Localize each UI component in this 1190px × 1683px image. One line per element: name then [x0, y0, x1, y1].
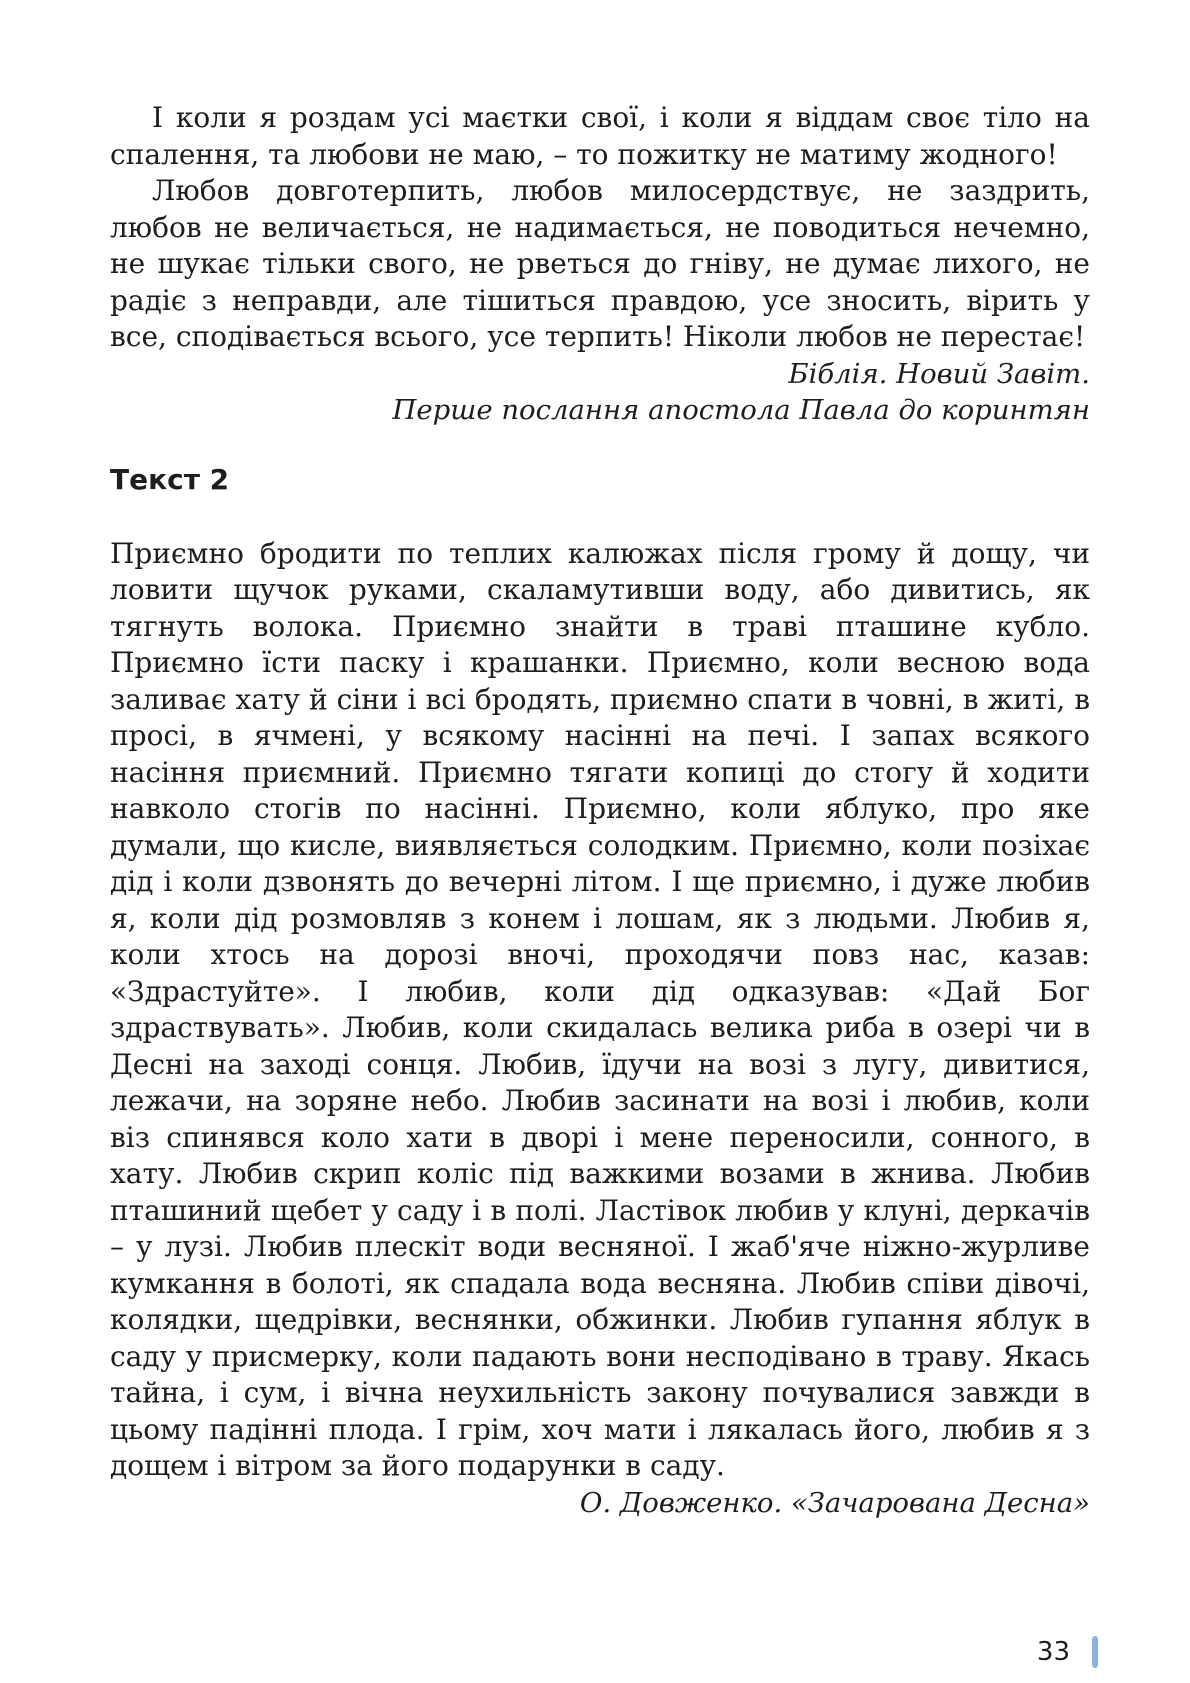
page-footer	[1037, 1636, 1098, 1668]
text1-paragraph-1: І коли я роздам усі маєтки свої, і коли я віддам своє тіло на спалення, та любови не маю, – то пожитку не матиму жодного!	[110, 101, 1090, 171]
text1-paragraph-2: Любов довготерпить, любов милосердствує, не заздрить, любов не величається, не надимається, не поводиться нечемно, не шукає тільки свого, не рветься до гніву, не думає лихого, не радіє з неправди, але тішиться правдою, усе зносить, вірить у все, сподівається всього, усе терпить! Ніколи любов не перестає!	[110, 174, 1090, 353]
text2-heading: Текст 2	[110, 462, 230, 496]
page-number: 33	[1036, 1637, 1070, 1667]
text1-source-line-2: Перше послання апостола Павла до коринтян	[392, 393, 1090, 426]
text1-source-line-1: Біблія. Новий Завіт.	[788, 357, 1090, 390]
text2-source: О. Довженко. «Зачарована Десна»	[579, 1486, 1090, 1519]
page-marker-bar	[1092, 1636, 1098, 1668]
text2-paragraph: Приємно бродити по теплих калюжах після грому й дощу, чи ловити щучок руками, скаламутивши воду, або дивитись, як тягнуть волока. Приємно знайти в траві пташине кубло. Приємно їсти паску і крашанки. Приємно, коли весною вода заливає хату й сіни і всі бродять, приємно спати в човні, в житі, в просі, в ячмені, у всякому насінні на печі. І запах всякого насіння приємний. Приємно тягати копиці до стогу й ходити навколо стогів по насінні. Приємно, коли яблуко, про яке думали, що кисле, виявляється солодким. Приємно, коли позіхає дід і коли дзвонять до вечерні літом. І ще приємно, і дуже любив я, коли дід розмовляв з конем і лошам, як з людьми. Любив я, коли хтось на дорозі вночі, проходячи повз нас, казав: «Здрастуйте». І любив, коли дід одказував: «Дай Бог здраствувать». Любив, коли скидалась велика риба в озері чи в Десні на заході сонця. Любив, їдучи на возі з лугу, дивитися, лежачи, на зоряне небо. Любив засинати на возі і любив, коли віз спинявся коло хати в дворі і мене переносили, сонного, в хату. Любив скрип коліс під важкими возами в жнива. Любив пташиний щебет у саду і в полі. Ластівок любив у клуні, деркачів – у лузі. Любив плескіт води весняної. І жаб'яче ніжно-журливе кумкання в болоті, як спадала вода весняна. Любив співи дівочі, колядки, щедрівки, веснянки, обжинки. Любив гупання яблук в саду у присмерку, коли падають вони несподівано в траву. Якась тайна, і сум, і вічна неухильність закону почувалися завжди в цьому падінні плода. І грім, хоч мати і лякалась його, любив я з дощем і вітром за його подарунки в саду.	[110, 536, 1090, 1482]
page-content	[110, 100, 1090, 1521]
